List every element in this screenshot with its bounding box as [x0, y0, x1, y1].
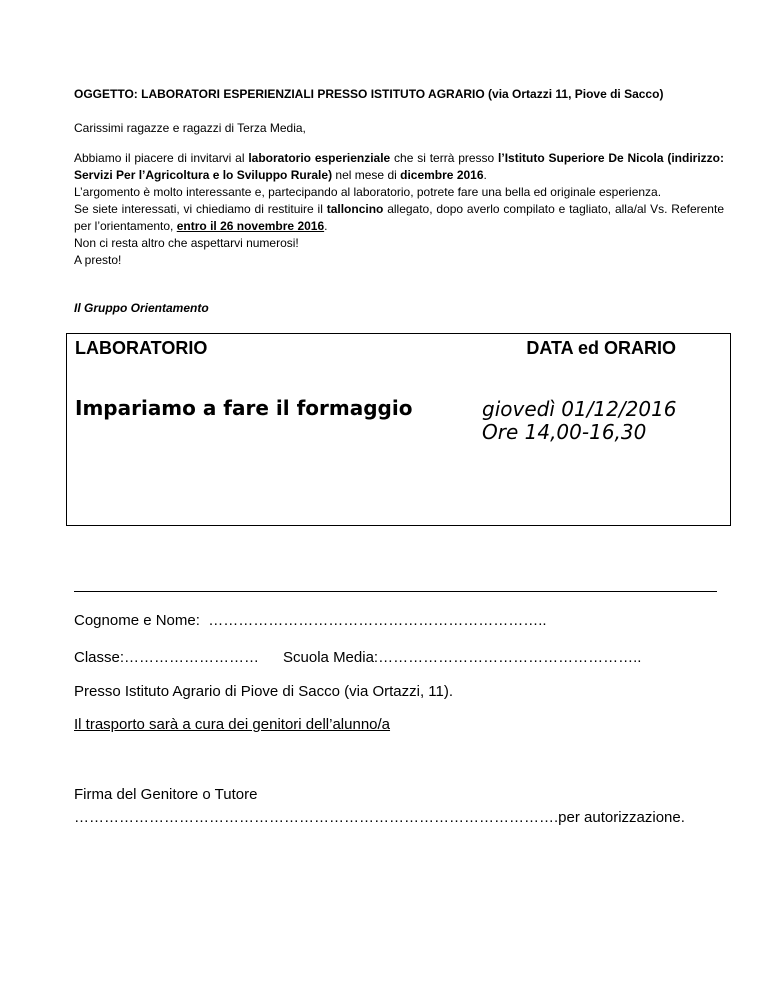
signature-field[interactable]: ……………………………………………………………………………………. — [74, 809, 559, 826]
school-label: Scuola Media: — [283, 649, 379, 666]
lab-schedule — [482, 398, 677, 444]
lab-table — [66, 333, 731, 526]
cut-line — [74, 591, 717, 592]
class-school-row — [74, 649, 641, 666]
bold-segment: talloncino — [326, 202, 384, 216]
paragraph-farewell: A presto! — [74, 253, 122, 267]
transport-note: Il trasporto sarà a cura dei genitori dell’alunno/a — [74, 716, 391, 733]
name-field-row — [74, 612, 547, 629]
text-segment: che si terrà presso — [390, 151, 499, 165]
col-header-date: DATA ed ORARIO — [526, 338, 676, 358]
lab-time: Ore 14,00-16,30 — [482, 420, 647, 444]
signature-suffix: per autorizzazione. — [558, 809, 685, 826]
paragraph-closing: Non ci resta altro che aspettarvi numerosi! — [74, 236, 299, 250]
class-field[interactable]: ……………………… — [124, 649, 260, 666]
letter-greeting: Carissimi ragazze e ragazzi di Terza Media, — [74, 121, 306, 135]
letter-subject: OGGETTO: LABORATORI ESPERIENZIALI PRESSO ISTITUTO AGRARIO (via Ortazzi 11, Piove di Sacco) — [74, 87, 664, 101]
paragraph-instructions — [74, 201, 724, 235]
text-segment: Abbiamo il piacere di invitarvi al — [74, 151, 249, 165]
name-field[interactable]: ………………………………………………………….. — [208, 612, 547, 629]
bold-segment: l’Istituto Superiore De Nicola (indirizzo: Servizi Per l’Agricoltura e lo Sviluppo Rurale) — [74, 151, 724, 182]
signature-label: Firma del Genitore o Tutore — [74, 786, 258, 803]
letter-body — [74, 150, 724, 269]
location-line: Presso Istituto Agrario di Piove di Sacco (via Ortazzi, 11). — [74, 683, 454, 700]
text-segment: allegato, dopo averlo compilato e tagliato, alla/al Vs. Referente per l’orientamento, — [74, 202, 724, 233]
class-label: Classe: — [74, 649, 125, 666]
letter-signoff: Il Gruppo Orientamento — [74, 301, 209, 315]
lab-name: Impariamo a fare il formaggio — [75, 396, 413, 420]
paragraph-invitation — [74, 150, 724, 184]
text-segment: nel mese di — [332, 168, 401, 182]
text-segment: Se siete interessati, vi chiediamo di restituire il — [74, 202, 327, 216]
text-segment: . — [324, 219, 328, 233]
signature-row — [74, 809, 685, 826]
bold-segment: laboratorio esperienziale — [248, 151, 391, 165]
school-field[interactable]: …………………………………………….. — [378, 649, 642, 666]
text-segment: . — [483, 168, 487, 182]
name-label: Cognome e Nome: — [74, 612, 200, 629]
bold-segment: dicembre 2016 — [400, 168, 484, 182]
col-header-laboratorio: LABORATORIO — [75, 338, 208, 358]
lab-date: giovedì 01/12/2016 — [482, 397, 677, 421]
paragraph-topic: L’argomento è molto interessante e, partecipando al laboratorio, potrete fare una bella ed originale esperienza. — [74, 185, 662, 199]
deadline-segment: entro il 26 novembre 2016 — [176, 219, 325, 233]
